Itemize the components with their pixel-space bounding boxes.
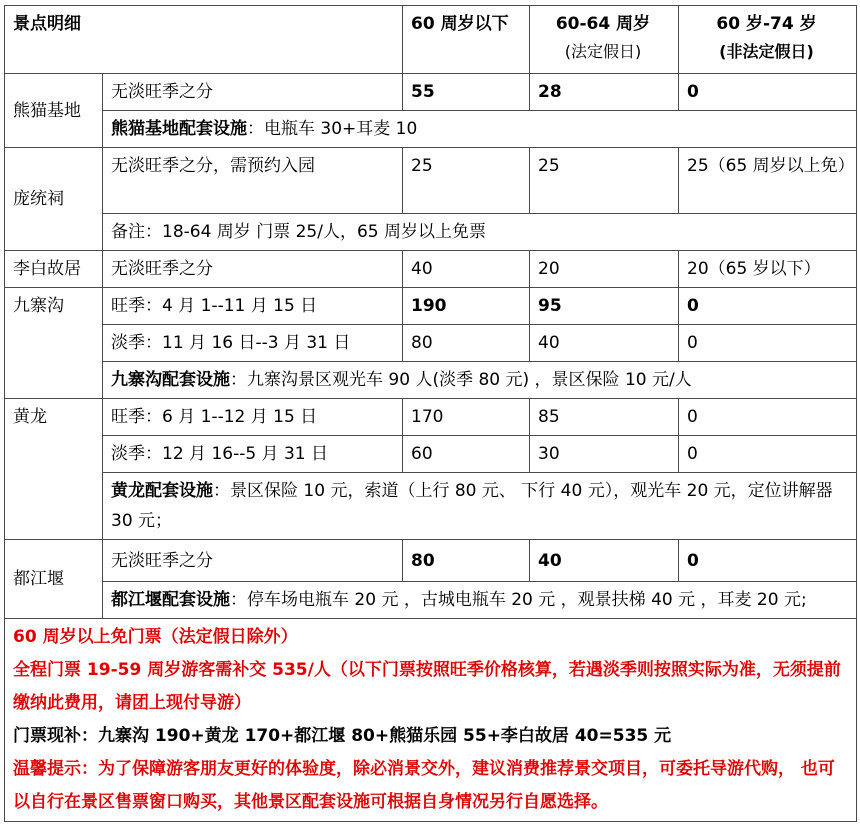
price-panda-under60: 55 [403, 74, 530, 111]
attraction-pangtong: 庞统祠 [5, 148, 103, 251]
price-jiuzhai-peak-60-64: 95 [530, 288, 679, 325]
header-attraction: 景点明细 [5, 6, 403, 74]
season-huanglong-peak: 旺季：6 月 1--12 月 15 日 [103, 399, 403, 436]
price-libai-60-64: 20 [530, 251, 679, 288]
facilities-jiuzhai-label: 九寨沟配套设施 [111, 370, 230, 390]
facilities-huanglong-text: ：景区保险 10 元，索道（上行 80 元、 下行 40 元），观光车 20 元，定位讲解器 30 元； [111, 481, 833, 531]
price-dujiang-under60: 80 [403, 540, 530, 582]
notes-block [5, 619, 857, 822]
table-row [5, 288, 857, 325]
note-pangtong: 备注：18-64 周岁 门票 25/人，65 周岁以上免票 [103, 214, 857, 251]
header-60-64-label: 60-64 周岁 [555, 14, 651, 34]
table-row [5, 74, 857, 111]
table-row [5, 214, 857, 251]
season-dujiang: 无淡旺季之分 [103, 540, 403, 582]
price-libai-60-74: 20（65 岁以下） [679, 251, 857, 288]
table-row [5, 473, 857, 540]
table-row [5, 251, 857, 288]
price-pangtong-60-74: 25（65 周岁以上免） [679, 148, 857, 214]
facilities-huanglong [103, 473, 857, 540]
table-row [5, 362, 857, 399]
attraction-panda: 熊猫基地 [5, 74, 103, 148]
table-row [5, 111, 857, 148]
price-jiuzhai-peak-60-74: 0 [679, 288, 857, 325]
header-60-64-sub: (法定假日) [564, 42, 642, 61]
price-huanglong-off-60-74: 0 [679, 436, 857, 473]
notes-row [5, 619, 857, 822]
note-surcharge: 全程门票 19-59 周岁游客需补交 535/人（以下门票按照旺季价格核算，若遇淡季则按照实际为准，无须提前缴纳此费用，请团上现付导游） [13, 660, 841, 713]
attraction-huanglong: 黄龙 [5, 399, 103, 540]
header-60-64 [530, 6, 679, 74]
header-row [5, 6, 857, 74]
table-row [5, 582, 857, 619]
table-row [5, 325, 857, 362]
price-pangtong-60-64: 25 [530, 148, 679, 214]
facilities-panda-text: ：电瓶车 30+耳麦 10 [247, 119, 418, 139]
attraction-dujiang: 都江堰 [5, 540, 103, 619]
table-row [5, 148, 857, 214]
price-huanglong-peak-60-64: 85 [530, 399, 679, 436]
price-huanglong-off-under60: 60 [403, 436, 530, 473]
facilities-panda [103, 111, 857, 148]
price-panda-60-64: 28 [530, 74, 679, 111]
price-huanglong-peak-60-74: 0 [679, 399, 857, 436]
price-panda-60-74: 0 [679, 74, 857, 111]
facilities-huanglong-label: 黄龙配套设施 [111, 481, 213, 501]
ticket-price-table [4, 5, 857, 822]
table-row [5, 436, 857, 473]
note-ticket-sum: 门票现补：九寨沟 190+黄龙 170+都江堰 80+熊猫乐园 55+李白故居 40=535 元 [13, 726, 672, 746]
header-under-60: 60 周岁以下 [403, 6, 530, 74]
header-60-74-label: 60 岁-74 岁 [716, 14, 817, 34]
season-pangtong: 无淡旺季之分，需预约入园 [103, 148, 403, 214]
facilities-jiuzhai-text: ：九寨沟景区观光车 90 人(淡季 80 元) ，景区保险 10 元/人 [230, 370, 692, 390]
facilities-jiuzhai [103, 362, 857, 399]
price-huanglong-peak-under60: 170 [403, 399, 530, 436]
facilities-dujiang-label: 都江堰配套设施 [111, 590, 230, 610]
note-free-ticket: 60 周岁以上免门票（法定假日除外） [13, 627, 298, 647]
price-dujiang-60-74: 0 [679, 540, 857, 582]
price-jiuzhai-off-60-74: 0 [679, 325, 857, 362]
season-huanglong-off: 淡季：12 月 16--5 月 31 日 [103, 436, 403, 473]
season-libai: 无淡旺季之分 [103, 251, 403, 288]
facilities-dujiang [103, 582, 857, 619]
facilities-panda-label: 熊猫基地配套设施 [111, 119, 247, 139]
facilities-dujiang-text: ：停车场电瓶车 20 元 ，古城电瓶车 20 元 ，观景扶梯 40 元 ，耳麦 20 元; [230, 590, 807, 610]
season-jiuzhai-off: 淡季：11 月 16 日--3 月 31 日 [103, 325, 403, 362]
season-jiuzhai-peak: 旺季：4 月 1--11 月 15 日 [103, 288, 403, 325]
header-60-74 [679, 6, 857, 74]
price-jiuzhai-peak-under60: 190 [403, 288, 530, 325]
attraction-jiuzhai: 九寨沟 [5, 288, 103, 399]
price-dujiang-60-64: 40 [530, 540, 679, 582]
price-jiuzhai-off-60-64: 40 [530, 325, 679, 362]
table-row [5, 399, 857, 436]
header-60-74-sub: (非法定假日) [719, 42, 814, 61]
price-libai-under60: 40 [403, 251, 530, 288]
price-huanglong-off-60-64: 30 [530, 436, 679, 473]
price-pangtong-under60: 25 [403, 148, 530, 214]
table-row [5, 540, 857, 582]
season-panda: 无淡旺季之分 [103, 74, 403, 111]
note-tip: 温馨提示：为了保障游客朋友更好的体验度，除必消景交外，建议消费推荐景交项目，可委托导游代购， 也可以自行在景区售票窗口购买，其他景区配套设施可根据自身情况另行自愿选择。 [13, 759, 835, 812]
price-jiuzhai-off-under60: 80 [403, 325, 530, 362]
attraction-libai: 李白故居 [5, 251, 103, 288]
